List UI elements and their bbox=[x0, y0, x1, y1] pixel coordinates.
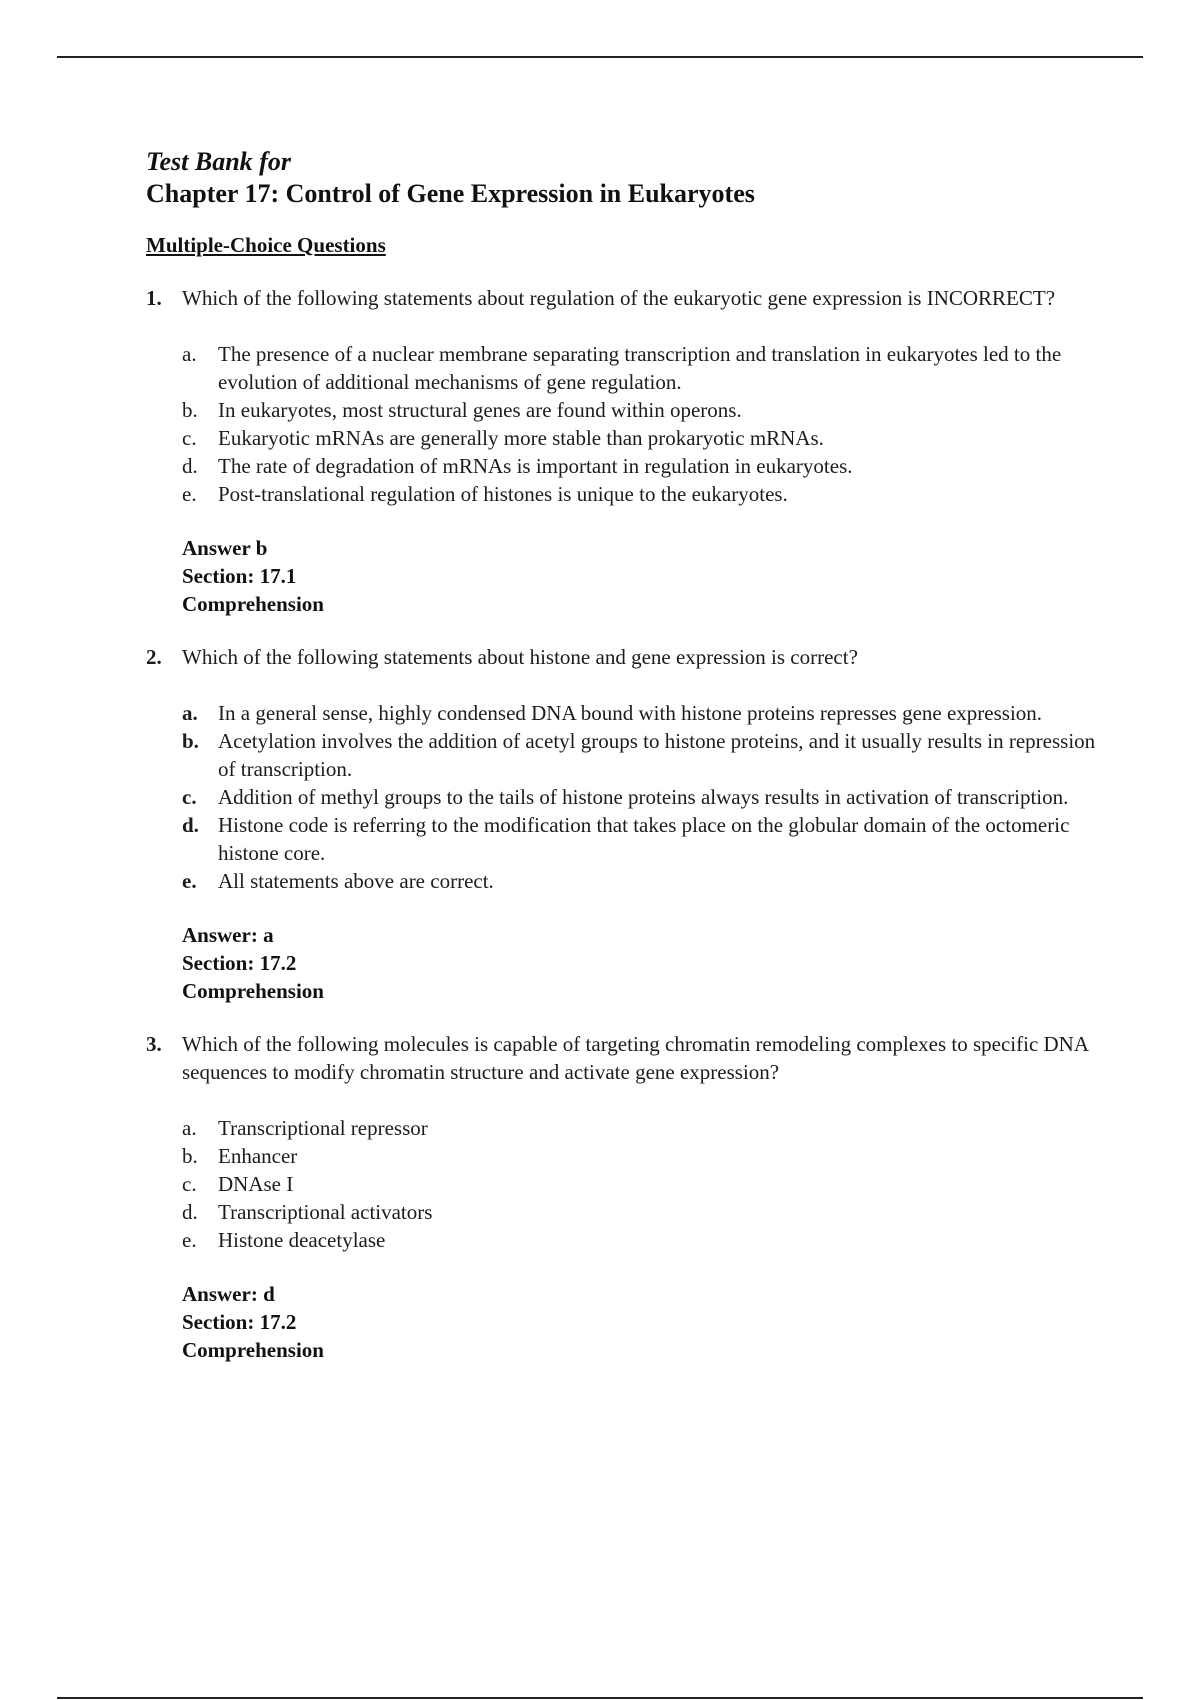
top-divider bbox=[57, 56, 1143, 58]
option-text: Acetylation involves the addition of acetyl groups to histone proteins, and it usually results in repression of transcription. bbox=[218, 729, 1096, 781]
option-list bbox=[182, 340, 1096, 508]
option-item bbox=[182, 1226, 1096, 1254]
question-2 bbox=[146, 643, 1096, 1005]
option-letter: a. bbox=[182, 701, 198, 725]
option-text: Histone code is referring to the modification that takes place on the globular domain of the octomeric histone core. bbox=[218, 813, 1070, 865]
option-text: Post-translational regulation of histones is unique to the eukaryotes. bbox=[218, 482, 788, 506]
question-1 bbox=[146, 284, 1096, 618]
option-text: All statements above are correct. bbox=[218, 869, 494, 893]
option-item bbox=[182, 1114, 1096, 1142]
option-text: DNAse I bbox=[218, 1172, 294, 1196]
option-letter: c. bbox=[182, 426, 197, 450]
option-item bbox=[182, 396, 1096, 424]
option-letter: a. bbox=[182, 1116, 197, 1140]
option-letter: c. bbox=[182, 785, 197, 809]
option-letter: b. bbox=[182, 398, 198, 422]
option-letter: b. bbox=[182, 729, 199, 753]
option-item bbox=[182, 340, 1096, 396]
option-item bbox=[182, 699, 1096, 727]
question-number: 2. bbox=[146, 645, 162, 669]
question-number: 1. bbox=[146, 286, 162, 310]
title-line-1: Test Bank for bbox=[146, 147, 291, 176]
answer-label: Answer: a bbox=[182, 923, 274, 947]
question-text: Which of the following statements about regulation of the eukaryotic gene expression is INCORRECT? bbox=[182, 286, 1056, 310]
option-letter: d. bbox=[182, 1200, 198, 1224]
option-text: Transcriptional activators bbox=[218, 1200, 433, 1224]
answer-block bbox=[182, 921, 1096, 1005]
difficulty-label: Comprehension bbox=[182, 979, 324, 1003]
option-letter: e. bbox=[182, 1228, 197, 1252]
option-text: The rate of degradation of mRNAs is important in regulation in eukaryotes. bbox=[218, 454, 853, 478]
option-letter: c. bbox=[182, 1172, 197, 1196]
difficulty-label: Comprehension bbox=[182, 592, 324, 616]
question-3 bbox=[146, 1030, 1096, 1364]
option-list bbox=[182, 699, 1096, 895]
bottom-divider bbox=[57, 1697, 1143, 1699]
section-label: Section: 17.1 bbox=[182, 564, 297, 588]
answer-block bbox=[182, 1280, 1096, 1364]
option-item bbox=[182, 1170, 1096, 1198]
option-text: Eukaryotic mRNAs are generally more stable than prokaryotic mRNAs. bbox=[218, 426, 824, 450]
section-label: Section: 17.2 bbox=[182, 1310, 297, 1334]
difficulty-label: Comprehension bbox=[182, 1338, 324, 1362]
chapter-title: Chapter 17: Control of Gene Expression in Eukaryotes bbox=[146, 179, 755, 208]
option-text: The presence of a nuclear membrane separating transcription and translation in eukaryotes led to the evolution of additional mechanisms of gene regulation. bbox=[218, 342, 1062, 394]
option-letter: d. bbox=[182, 454, 198, 478]
option-item bbox=[182, 480, 1096, 508]
option-text: In a general sense, highly condensed DNA bound with histone proteins represses gene expression. bbox=[218, 701, 1043, 725]
option-letter: a. bbox=[182, 342, 197, 366]
option-item bbox=[182, 1142, 1096, 1170]
question-text: Which of the following statements about histone and gene expression is correct? bbox=[182, 645, 858, 669]
option-item bbox=[182, 727, 1096, 783]
option-letter: e. bbox=[182, 869, 197, 893]
answer-label: Answer: d bbox=[182, 1282, 275, 1306]
option-item bbox=[182, 867, 1096, 895]
option-text: In eukaryotes, most structural genes are found within operons. bbox=[218, 398, 742, 422]
option-item bbox=[182, 424, 1096, 452]
section-label: Section: 17.2 bbox=[182, 951, 297, 975]
option-letter: b. bbox=[182, 1144, 198, 1168]
question-text: Which of the following molecules is capable of targeting chromatin remodeling complexes to specific DNA sequences to modify chromatin structure and activate gene expression? bbox=[182, 1032, 1088, 1084]
option-text: Transcriptional repressor bbox=[218, 1116, 428, 1140]
option-item bbox=[182, 1198, 1096, 1226]
option-item bbox=[182, 811, 1096, 867]
page-content bbox=[146, 146, 1096, 1364]
option-item bbox=[182, 783, 1096, 811]
option-letter: e. bbox=[182, 482, 197, 506]
option-text: Enhancer bbox=[218, 1144, 298, 1168]
option-text: Addition of methyl groups to the tails of histone proteins always results in activation of transcription. bbox=[218, 785, 1069, 809]
answer-label: Answer b bbox=[182, 536, 268, 560]
option-list bbox=[182, 1114, 1096, 1254]
answer-block bbox=[182, 534, 1096, 618]
option-letter: d. bbox=[182, 813, 199, 837]
question-number: 3. bbox=[146, 1032, 162, 1056]
section-heading: Multiple-Choice Questions bbox=[146, 233, 386, 257]
option-item bbox=[182, 452, 1096, 480]
option-text: Histone deacetylase bbox=[218, 1228, 386, 1252]
